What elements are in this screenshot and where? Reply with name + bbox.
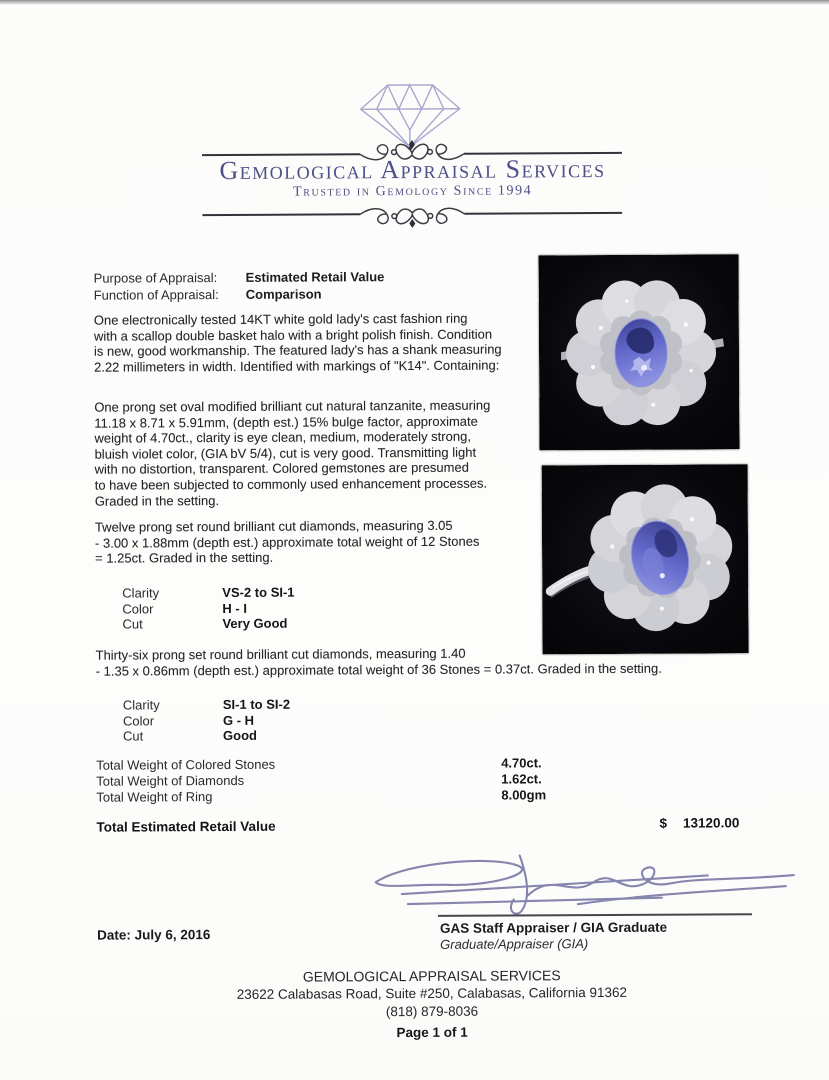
color-value: G - H — [222, 712, 255, 728]
appraisal-meta — [94, 268, 385, 304]
grade-row — [122, 585, 294, 601]
footer-phone: (818) 879-8036 — [385, 1003, 479, 1020]
meta-row-function — [94, 285, 385, 304]
twelve-diamonds-paragraph: Twelve prong set round brilliant cut diamonds, measuring 3.05 - 3.00 x 1.88mm (depth est.) approximate total weight of 12 Stones = 1.25ct. Graded in the setting. — [94, 517, 480, 566]
grade-row — [123, 728, 290, 744]
footer-address: 23622 Calabasas Road, Suite #250, Calabasas, California 91362 — [236, 984, 628, 1002]
currency-symbol: $ — [659, 815, 668, 831]
diamond-grade-table-2 — [123, 697, 290, 745]
weight-totals — [96, 755, 546, 805]
color-label: Color — [122, 712, 155, 729]
grade-row — [122, 600, 294, 616]
purpose-value: Estimated Retail Value — [245, 269, 385, 285]
brand-tagline: Trusted in Gemology Since 1994 — [293, 183, 533, 200]
page-indicator: Page 1 of 1 — [396, 1024, 468, 1041]
total-estimated-retail-value-label: Total Estimated Retail Value — [96, 818, 276, 835]
footer-company-name: GEMOLOGICAL APPRAISAL SERVICES — [302, 967, 561, 985]
total-estimated-retail-value — [659, 815, 739, 830]
grade-row — [122, 616, 294, 632]
meta-row-purpose — [94, 268, 385, 287]
ring-weight-label: Total Weight of Ring — [96, 788, 213, 805]
cut-label: Cut — [122, 728, 144, 744]
grade-row — [123, 697, 290, 713]
cut-value: Very Good — [222, 615, 288, 632]
diamonds-weight-label: Total Weight of Diamonds — [96, 772, 245, 789]
diamonds-weight-value: 1.62ct. — [501, 771, 542, 787]
color-value: H - I — [222, 600, 247, 616]
signer-credential: Graduate/Appraiser (GIA) — [440, 936, 589, 952]
appraisal-date: Date: July 6, 2016 — [97, 927, 211, 943]
signer-title: GAS Staff Appraiser / GIA Graduate — [439, 919, 668, 936]
purpose-label: Purpose of Appraisal: — [93, 270, 218, 286]
signer-block — [440, 920, 667, 953]
clarity-label: Clarity — [122, 697, 160, 713]
ring-description-paragraph: One electronically tested 14KT white gold lady's cast fashion ring with a scallop double basket halo with a bright polish finish. Condition is new, good workmanship. The featured lady's has a shank measuring 2.22 millimeters in width. Identified with markings of "K14". Containing: — [93, 310, 502, 375]
tanzanite-description-paragraph: One prong set oval modified brilliant cut natural tanzanite, measuring 11.18 x 8.71 x 5.91mm, (depth est.) 15% bulge factor, approximate weight of 4.70ct., clarity is eye clean, medium, moderately strong, bluish violet color, (GIA bV 5/4), cut is very good. Transmitting light with no distortion, transparent. Colored gemstones are presumed to have been subjected to commonly used enhancement processes. Graded in the setting. — [94, 397, 491, 509]
cut-label: Cut — [122, 616, 143, 632]
color-label: Color — [122, 600, 154, 617]
ring-weight-value: 8.00gm — [501, 786, 547, 803]
clarity-label: Clarity — [122, 585, 160, 601]
colored-stones-weight-value: 4.70ct. — [501, 755, 542, 771]
thirtysix-diamonds-paragraph: Thirty-six prong set round brilliant cut diamonds, measuring 1.40 - 1.35 x 0.86mm (depth est.) approximate total weight of 36 Stones = 0.37ct. Graded in the setting. — [95, 645, 662, 679]
function-label: Function of Appraisal: — [93, 287, 219, 303]
colored-stones-weight-label: Total Weight of Colored Stones — [96, 756, 276, 773]
scroll-flourish-divider-bottom — [202, 197, 622, 229]
retail-value-amount: 13120.00 — [682, 815, 740, 831]
ring-photo-side-view — [542, 464, 749, 654]
diamond-grade-table-1 — [122, 585, 294, 633]
totals-row — [96, 787, 546, 805]
clarity-value: VS-2 to SI-1 — [222, 584, 295, 601]
clarity-value: SI-1 to SI-2 — [222, 696, 291, 713]
handwritten-signature — [370, 852, 800, 919]
function-value: Comparison — [245, 286, 322, 302]
cut-value: Good — [222, 728, 257, 744]
grade-row — [123, 712, 290, 728]
ring-photo-top-view — [539, 254, 740, 450]
brand-name: Gemological Appraisal Services — [219, 153, 606, 186]
